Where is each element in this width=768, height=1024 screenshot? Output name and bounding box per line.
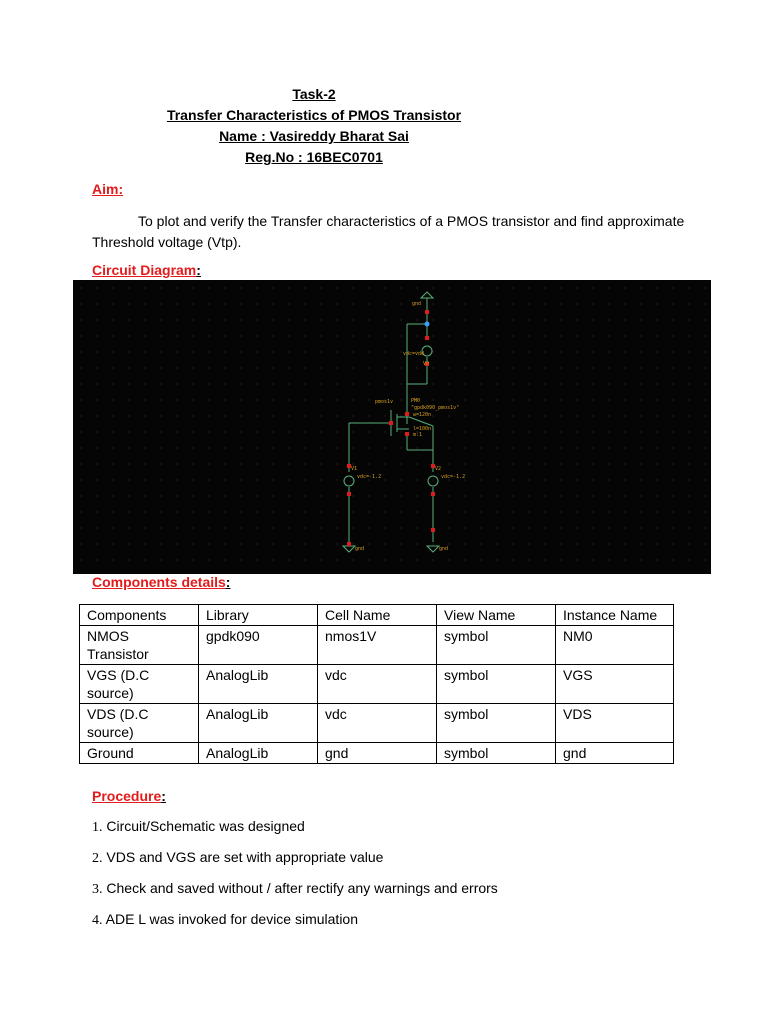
- procedure-step: 3. Check and saved without / after rectify any warnings and errors: [92, 880, 498, 897]
- table-cell: NM0: [556, 626, 674, 665]
- v1-value-label: vdc=-1.2: [357, 474, 382, 480]
- table-row: [80, 626, 674, 665]
- table-cell: VGS: [556, 665, 674, 704]
- table-row: [80, 743, 674, 764]
- table-cell: symbol: [437, 704, 556, 743]
- aim-text: To plot and verify the Transfer characteristics of a PMOS transistor and find approximate Threshold voltage (Vtp).: [92, 213, 685, 250]
- circuit-diagram-heading: Circuit Diagram:: [92, 262, 201, 278]
- table-cell: AnalogLib: [199, 665, 318, 704]
- procedure-step: 1. Circuit/Schematic was designed: [92, 818, 305, 835]
- column-header: View Name: [437, 605, 556, 626]
- table-cell: symbol: [437, 743, 556, 764]
- pmos-model-label: "gpdk090_pmos1v": [411, 405, 460, 411]
- components-table: [79, 604, 674, 764]
- schematic-canvas: [73, 280, 711, 574]
- pmos-multiplier-label: m:1: [413, 432, 423, 438]
- components-heading: Components details:: [92, 574, 231, 590]
- gnd-top-label: gnd: [412, 301, 422, 307]
- vdc-top-label: vdc=vdd: [403, 351, 425, 357]
- procedure-heading: Procedure:: [92, 788, 166, 804]
- column-header: Cell Name: [318, 605, 437, 626]
- table-cell: Ground: [80, 743, 199, 764]
- table-cell: nmos1V: [318, 626, 437, 665]
- table-row: [80, 704, 674, 743]
- column-header: Components: [80, 605, 199, 626]
- procedure-step: 2. VDS and VGS are set with appropriate value: [92, 849, 384, 866]
- table-cell: VGS (D.C source): [80, 665, 199, 704]
- pmos-length-label: l=100n: [413, 426, 432, 432]
- table-cell: vdc: [318, 665, 437, 704]
- table-cell: AnalogLib: [199, 743, 318, 764]
- aim-heading: Aim:: [92, 181, 124, 197]
- table-cell: VDS (D.C source): [80, 704, 199, 743]
- v2-value-label: vdc=-1.2: [441, 474, 466, 480]
- student-name: Name : Vasireddy Bharat Sai: [219, 128, 409, 144]
- table-cell: gnd: [556, 743, 674, 764]
- table-header-row: [80, 605, 674, 626]
- registration-number: Reg.No : 16BEC0701: [245, 149, 383, 165]
- table-cell: NMOS Transistor: [80, 626, 199, 665]
- circuit-schematic: [73, 280, 711, 574]
- v2-name-label: V2: [435, 466, 442, 472]
- column-header: Library: [199, 605, 318, 626]
- table-row: [80, 665, 674, 704]
- table-cell: gpdk090: [199, 626, 318, 665]
- v-top-label: V0: [423, 361, 430, 367]
- pmos-instance-label: PM0: [411, 398, 421, 404]
- table-cell: VDS: [556, 704, 674, 743]
- pmos-width-label: w=120n: [413, 412, 432, 418]
- table-cell: symbol: [437, 665, 556, 704]
- gnd-left-label: gnd: [355, 546, 365, 552]
- task-heading: Task-2: [292, 86, 336, 102]
- column-header: Instance Name: [556, 605, 674, 626]
- table-cell: symbol: [437, 626, 556, 665]
- procedure-step: 4. ADE L was invoked for device simulation: [92, 911, 359, 928]
- table-cell: gnd: [318, 743, 437, 764]
- table-cell: AnalogLib: [199, 704, 318, 743]
- gnd-right-label: gnd: [439, 546, 449, 552]
- table-cell: vdc: [318, 704, 437, 743]
- v1-name-label: V1: [351, 466, 358, 472]
- document-title: Transfer Characteristics of PMOS Transistor: [166, 107, 462, 123]
- pmos-name-label: pmos1v: [375, 399, 394, 405]
